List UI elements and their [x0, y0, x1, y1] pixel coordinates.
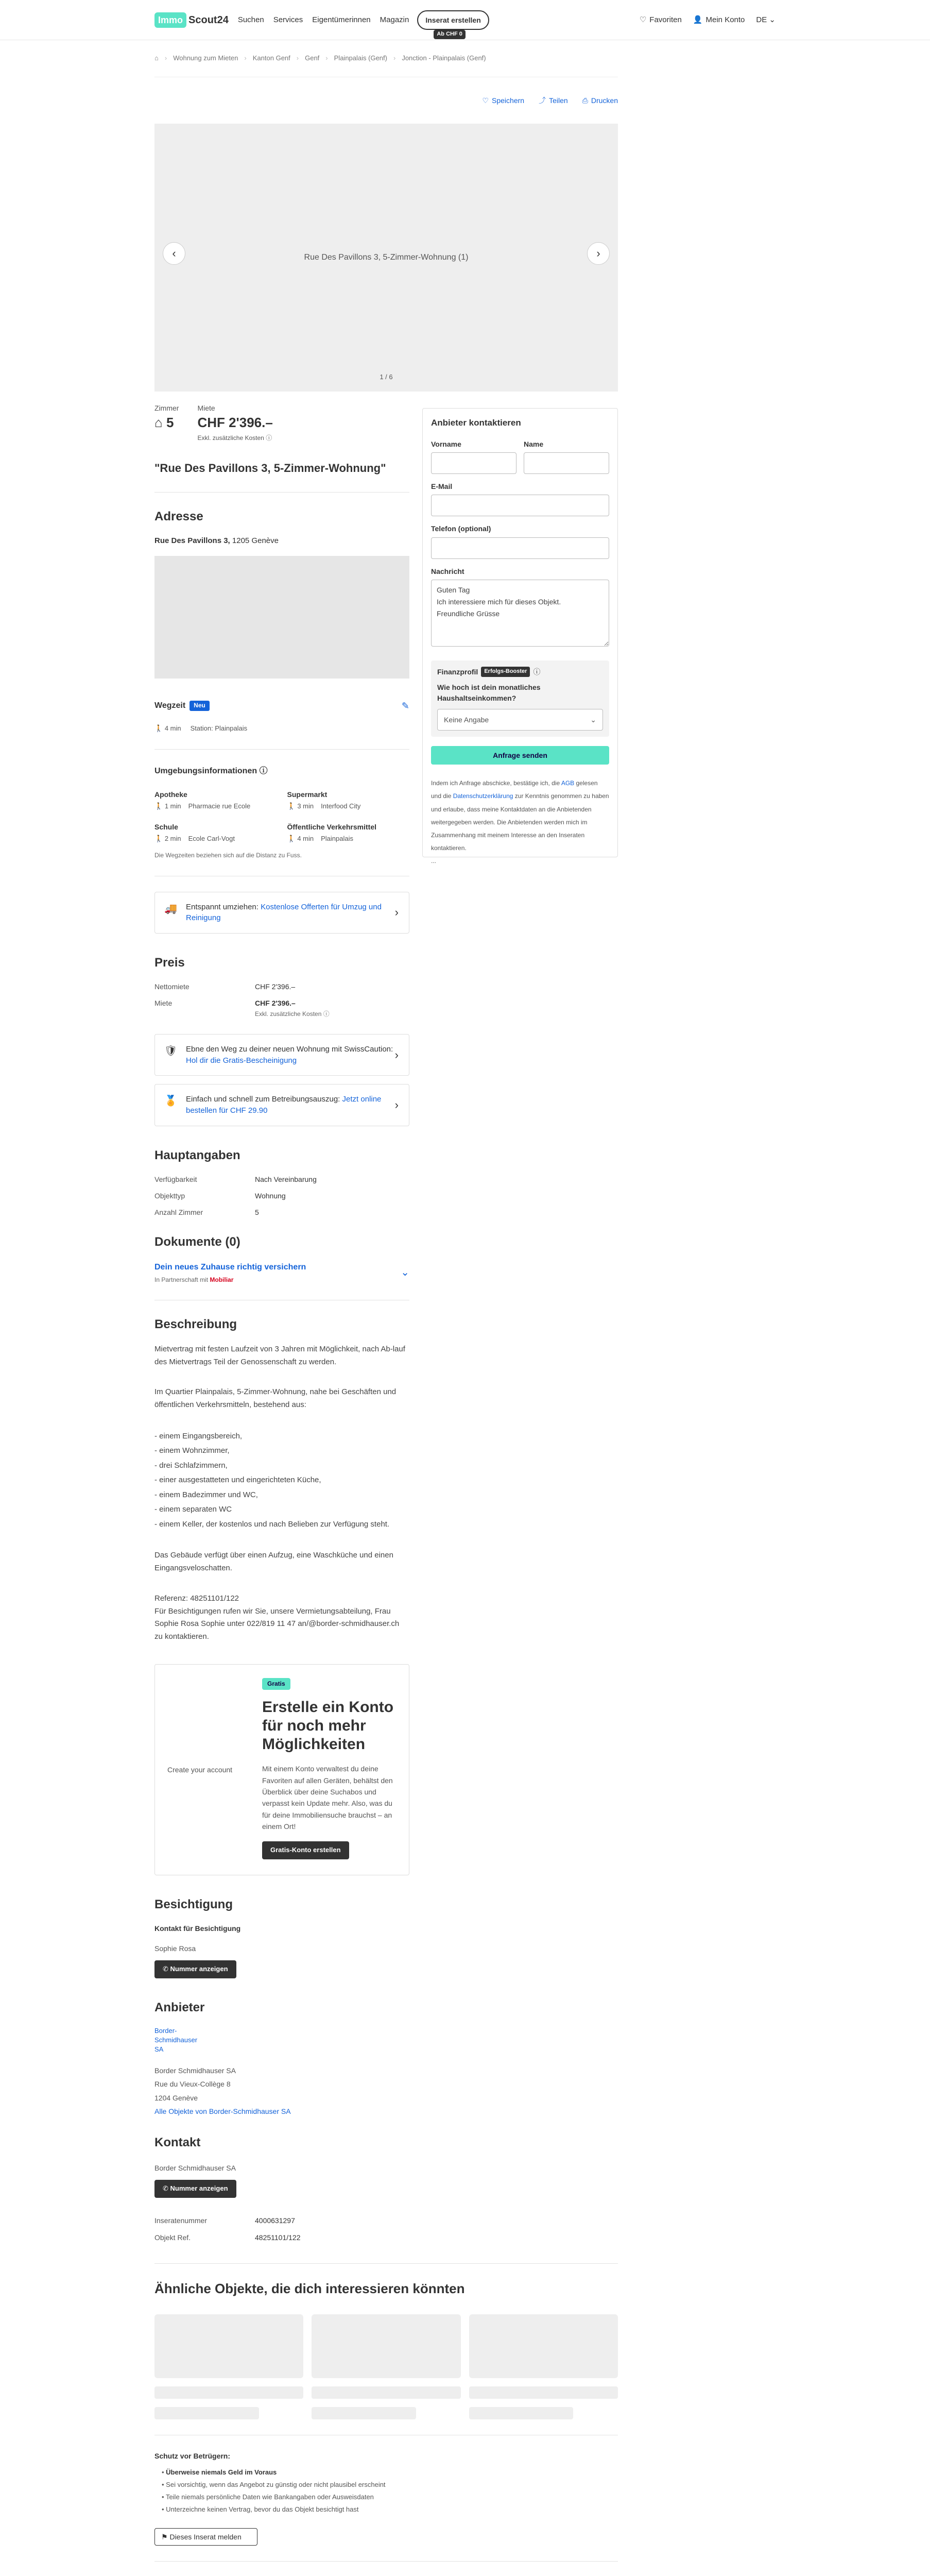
create-listing-price-badge: Ab CHF 0	[434, 30, 466, 39]
commute-row	[154, 699, 409, 713]
logo[interactable]	[154, 12, 229, 28]
breadcrumb-separator: ›	[325, 54, 328, 62]
surrounding-item	[154, 789, 277, 811]
message-textarea[interactable]	[431, 580, 609, 647]
create-listing-wrap	[417, 10, 489, 37]
breadcrumb-item[interactable]: Jonction - Plainpalais (Genf)	[402, 54, 486, 62]
chevron-down-icon: ⌄	[401, 1267, 409, 1279]
favorites-link[interactable]	[640, 14, 682, 26]
description-list-item: - einem Eingangsbereich,	[154, 1431, 243, 1440]
language-selector[interactable]	[756, 14, 776, 26]
insurance-banner[interactable]	[154, 1261, 409, 1284]
provider-heading: Anbieter	[154, 2001, 205, 2015]
divider	[154, 2561, 618, 2562]
fraud-tips	[154, 2466, 618, 2516]
main-data-key: Anzahl Zimmer	[154, 1208, 203, 1217]
gallery-image-caption: Rue Des Pavillons 3, 5-Zimmer-Wohnung (1)	[304, 253, 469, 262]
debt-extract-banner[interactable]	[154, 1084, 409, 1126]
address-street: Rue Des Pavillons 3,	[154, 536, 230, 546]
swisscaution-link[interactable]: Hol dir die Gratis-Bescheinigung	[186, 1056, 297, 1065]
income-select-value: Keine Angabe	[444, 715, 489, 724]
similar-card-image	[469, 2314, 618, 2378]
breadcrumb-separator: ›	[393, 54, 396, 62]
promo-text: Entspannt umziehen:	[186, 902, 261, 911]
phone-label: Telefon (optional)	[431, 524, 491, 533]
gallery-next-button[interactable]	[587, 242, 610, 265]
income-question: Wie hoch ist dein monatliches Haushaltseinkommen?	[437, 683, 541, 702]
contact-value: 48251101/122	[255, 2233, 301, 2242]
heart-icon: ♡	[639, 15, 647, 25]
surrounding-item	[287, 822, 410, 844]
rooms-label: Zimmer	[154, 404, 179, 412]
chevron-right-icon: ›	[394, 1048, 399, 1061]
contact-value: 4000631297	[255, 2216, 295, 2225]
main-data-value: Wohnung	[255, 1191, 286, 1200]
fraud-tip-text: Unterzeichne keinen Vertrag, bevor du das Objekt besichtigt hast	[166, 2505, 359, 2513]
chevron-left-icon: ‹	[172, 247, 176, 260]
terms-link[interactable]: AGB	[561, 779, 575, 787]
print-button[interactable]	[582, 95, 618, 106]
account-label: Mein Konto	[705, 15, 745, 25]
show-number-button[interactable]	[154, 1960, 236, 1978]
legal-text-part: zur Kenntnis genommen zu haben und erlaube, dass meine Kontaktdaten an die Anbietenden weitergegeben werden. Die Anbietenden werden mich im Zusammenhang mit meinem Interesse an den Inseraten kontaktieren.	[431, 792, 609, 852]
description-list-item: - drei Schlafzimmern,	[154, 1461, 228, 1470]
location-map[interactable]	[154, 556, 409, 679]
fraud-tip: • Teile niemals persönliche Daten wie Bankangaben oder Ausweisdaten	[162, 2493, 374, 2501]
debt-extract-link[interactable]: Jetzt online bestellen für CHF 29.90	[186, 1095, 382, 1115]
main-nav	[238, 14, 409, 26]
rooms-value: 5	[166, 415, 174, 431]
main-data-value: Nach Vereinbarung	[255, 1175, 317, 1183]
documents-heading: Dokumente (0)	[154, 1234, 240, 1249]
create-account-card	[154, 1664, 409, 1875]
price-heading: Preis	[154, 956, 185, 970]
fraud-tip: • Überweise niemals Geld im Voraus	[162, 2468, 277, 2476]
viewing-subheading: Kontakt für Besichtigung	[154, 1924, 241, 1933]
rent-note: Exkl. zusätzliche Kosten	[197, 434, 264, 442]
first-name-label: Vorname	[431, 439, 461, 448]
provider-all-listings-link[interactable]: Alle Objekte von Border-Schmidhauser SA	[154, 2107, 291, 2116]
similar-card-placeholder[interactable]	[469, 2314, 618, 2419]
nav-item-magazine[interactable]: Magazin	[380, 15, 409, 25]
rent-value: CHF 2'396.–	[197, 415, 273, 431]
privacy-link[interactable]: Datenschutzerklärung	[453, 792, 513, 800]
logo-badge: Immo	[154, 12, 186, 28]
save-button[interactable]	[482, 95, 524, 106]
similar-card-line	[469, 2407, 574, 2419]
show-number-button[interactable]	[154, 2180, 236, 2198]
address-city: 1205 Genève	[230, 536, 279, 546]
print-icon: ⎙	[582, 96, 588, 105]
home-icon[interactable]: ⌂	[154, 54, 159, 62]
success-booster-badge: Erfolgs-Booster	[481, 667, 530, 677]
key-facts	[154, 403, 409, 443]
income-select[interactable]	[437, 709, 603, 731]
fraud-tip: • Sei vorsichtig, wenn das Angebot zu günstig oder nicht plausibel erscheint	[162, 2480, 386, 2488]
description-paragraph: Das Gebäude verfügt über einen Aufzug, eine Waschküche und einen Eingangsveloschatten.	[154, 1551, 393, 1572]
create-account-button[interactable]: Gratis-Konto erstellen	[262, 1841, 349, 1859]
logo-text: Scout24	[188, 14, 229, 26]
commute-details	[154, 724, 409, 734]
contact-form	[422, 408, 618, 865]
description-heading: Beschreibung	[154, 1317, 237, 1331]
breadcrumb-item[interactable]: Wohnung zum Mieten	[173, 54, 238, 62]
address-heading: Adresse	[154, 510, 203, 524]
price-key: Nettomiete	[154, 982, 190, 991]
badge-icon: 🏅	[164, 1095, 177, 1107]
surrounding-name: Pharmacie rue Ecole	[188, 802, 251, 810]
surrounding-name: Plainpalais	[321, 835, 353, 843]
print-label: Drucken	[591, 96, 618, 105]
insurance-title: Dein neues Zuhause richtig versichern	[154, 1263, 306, 1272]
last-name-label: Name	[524, 439, 544, 448]
price-value: CHF 2'396.–	[255, 999, 296, 1008]
finance-profile-title: Finanzprofil	[437, 667, 478, 676]
provider-city: 1204 Genève	[154, 2093, 198, 2102]
main-data-value: 5	[255, 1208, 259, 1217]
first-name-input[interactable]	[431, 452, 516, 474]
breadcrumb-separator: ›	[164, 54, 167, 62]
info-icon[interactable]: ⓘ	[266, 434, 272, 442]
divider	[154, 749, 409, 750]
address-text	[154, 535, 409, 547]
rent-label: Miete	[197, 404, 215, 412]
email-label: E-Mail	[431, 482, 453, 490]
commute-station: Station: Plainpalais	[190, 724, 248, 732]
main-data-heading: Hauptangaben	[154, 1148, 240, 1162]
breadcrumb-separator: ›	[296, 54, 299, 62]
commute-label: Wegzeit	[154, 701, 186, 710]
similar-listings	[154, 2314, 618, 2419]
main-content	[154, 403, 618, 2243]
commute-time: 4 min	[164, 724, 181, 732]
surroundings-grid	[154, 789, 409, 844]
create-listing-button[interactable]: Inserat erstellen	[417, 10, 489, 30]
provider-logo[interactable]: Border-Schmidhauser SA	[154, 2027, 198, 2054]
legal-text-part: gelesen und die	[431, 779, 598, 800]
walk-icon: 🚶	[287, 835, 296, 843]
info-icon[interactable]: ⓘ	[323, 1010, 330, 1018]
create-account-title: Erstelle ein Konto für noch mehr Möglichkeiten	[262, 1699, 394, 1753]
account-link[interactable]	[693, 14, 745, 26]
contact-heading: Kontakt	[154, 2136, 201, 2150]
message-label: Nachricht	[431, 567, 464, 575]
description-list-item: - einer ausgestatteten und eingerichteten Küche,	[154, 1476, 321, 1485]
breadcrumb-item[interactable]: Genf	[305, 54, 320, 62]
price-note: Exkl. zusätzliche Kosten	[255, 1010, 322, 1018]
info-icon[interactable]: ⓘ	[259, 766, 268, 775]
chevron-down-icon: ⌄	[590, 715, 596, 724]
contact-key: Objekt Ref.	[154, 2233, 191, 2242]
similar-card-image	[312, 2314, 460, 2378]
create-account-illustration: Create your account	[167, 1765, 233, 1774]
surrounding-time: 4 min	[297, 835, 314, 843]
description-list-item: - einem Keller, der kostenlos und nach Belieben zur Verfügung steht.	[154, 1519, 390, 1529]
similar-card-line	[312, 2386, 460, 2399]
surrounding-item	[287, 789, 410, 811]
contact-name: Border Schmidhauser SA	[154, 2163, 236, 2172]
moving-offer-link[interactable]: Kostenlose Offerten für Umzug und Reinigung	[186, 902, 382, 923]
favorites-label: Favoriten	[649, 15, 682, 25]
chevron-right-icon: ›	[394, 906, 399, 919]
promo-text: Einfach und schnell zum Betreibungsauszug:	[186, 1095, 342, 1104]
heart-icon: ♡	[482, 96, 489, 105]
new-badge: Neu	[190, 701, 210, 710]
similar-card-line	[469, 2386, 618, 2399]
flag-icon: ⚑	[161, 2533, 168, 2541]
walk-icon: 🚶	[154, 802, 163, 810]
surrounding-time: 3 min	[297, 802, 314, 810]
gallery-counter: 1 / 6	[380, 373, 393, 381]
fraud-tip-text: Teile niemals persönliche Daten wie Bankangaben oder Ausweisdaten	[165, 2493, 374, 2501]
surrounding-time: 2 min	[164, 835, 181, 843]
description-reference: Referenz: 48251101/122	[154, 1594, 239, 1603]
description-list-item: - einem Badezimmer und WC,	[154, 1490, 258, 1499]
fraud-tip: • Unterzeichne keinen Vertrag, bevor du das Objekt besichtigt hast	[162, 2505, 359, 2513]
description-list	[154, 1429, 409, 1532]
save-label: Speichern	[492, 96, 525, 105]
finance-profile	[431, 660, 609, 737]
legal-text-part: Indem ich Anfrage abschicke, bestätige ich, die	[431, 779, 561, 787]
similar-card-line	[312, 2407, 416, 2419]
description-paragraph: Im Quartier Plainpalais, 5-Zimmer-Wohnung, nahe bei Geschäften und öffentlichen Verkehrsmitteln, bestehend aus:	[154, 1387, 397, 1409]
image-gallery[interactable]	[154, 124, 618, 392]
user-icon: 👤	[693, 15, 703, 25]
nav-item-services[interactable]: Services	[273, 15, 303, 25]
report-listing-label: Dieses Inserat melden	[169, 2533, 242, 2541]
phone-icon: ✆	[163, 2184, 168, 2193]
viewing-contact-name: Sophie Rosa	[154, 1944, 196, 1953]
description-list-item: - einem separaten WC	[154, 1505, 232, 1514]
show-number-label: Nummer anzeigen	[170, 2184, 228, 2193]
home-icon: ⌂	[154, 415, 163, 431]
fraud-heading: Schutz vor Betrügern:	[154, 2451, 231, 2460]
promo-text: Ebne den Weg zu deiner neuen Wohnung mit SwissCaution:	[186, 1044, 393, 1054]
surrounding-item	[154, 822, 277, 844]
similar-card-placeholder[interactable]	[154, 2314, 303, 2419]
main-data-key: Verfügbarkeit	[154, 1175, 197, 1183]
divider	[154, 492, 409, 493]
walk-icon: 🚶	[287, 802, 296, 810]
swisscaution-banner[interactable]	[154, 1034, 409, 1076]
breadcrumb-separator: ›	[244, 54, 247, 62]
surrounding-name: Interfood City	[321, 802, 361, 810]
listing-actions	[154, 77, 618, 124]
main-data-key: Objekttyp	[154, 1191, 185, 1200]
description-paragraph: Mietvertrag mit festen Laufzeit von 3 Jahren mit Möglichkeit, nach Ab-lauf des Mietvertrags Teil der Genossenschaft zu werden.	[154, 1344, 405, 1366]
listing-title: "Rue Des Pavillons 3, 5-Zimmer-Wohnung"	[154, 462, 386, 475]
description-body	[154, 1343, 409, 1643]
nav-item-owners[interactable]: Eigentümerinnen	[312, 15, 371, 25]
share-icon: ⤴	[539, 96, 546, 105]
provider-street: Rue du Vieux-Collège 8	[154, 2080, 231, 2089]
phone-input[interactable]	[431, 537, 609, 559]
gallery-prev-button[interactable]	[163, 242, 185, 265]
contact-legal-text	[431, 777, 609, 868]
breadcrumb-item[interactable]: Kanton Genf	[252, 54, 290, 62]
surrounding-category: Schule	[154, 823, 178, 832]
chevron-right-icon: ›	[596, 247, 600, 260]
divider	[154, 2263, 618, 2264]
similar-heading: Ähnliche Objekte, die dich interessieren könnten	[154, 2280, 465, 2296]
breadcrumb	[154, 40, 618, 77]
header-right	[640, 0, 776, 40]
certificate-icon: 🛡	[164, 1045, 178, 1057]
surrounding-category: Supermarkt	[287, 790, 328, 799]
similar-card-image	[154, 2314, 303, 2378]
breadcrumb-item[interactable]: Plainpalais (Genf)	[334, 54, 387, 62]
surrounding-time: 1 min	[164, 802, 181, 810]
similar-card-line	[154, 2386, 303, 2399]
legal-more: ...	[431, 857, 437, 865]
surrounding-name: Ecole Carl-Vogt	[188, 835, 235, 843]
surroundings-heading-text: Umgebungsinformationen	[154, 766, 257, 775]
free-badge: Gratis	[262, 1678, 290, 1690]
share-label: Teilen	[549, 96, 568, 105]
report-listing-button[interactable]	[154, 2528, 257, 2546]
viewing-heading: Besichtigung	[154, 1897, 233, 1911]
edit-icon[interactable]: ✎	[401, 700, 409, 711]
description-list-item: - einem Wohnzimmer,	[154, 1446, 230, 1455]
provider-name: Border Schmidhauser SA	[154, 2066, 236, 2075]
email-input[interactable]	[431, 495, 609, 516]
moving-offer-banner[interactable]	[154, 892, 409, 934]
surroundings-heading	[154, 765, 409, 777]
walk-icon: 🚶	[154, 724, 163, 732]
listing-details	[154, 403, 409, 2243]
create-account-text: Mit einem Konto verwaltest du deine Favoriten auf allen Geräten, behältst den Überblick über deine Suchabos und verpasst kein Update mehr. Also, was du für deine Immobiliensuche brauchst – an einem Ort!	[262, 1765, 393, 1831]
similar-card-line	[154, 2407, 259, 2419]
mobiliar-logo: Mobiliar	[210, 1276, 234, 1283]
truck-icon: 🚚	[164, 903, 177, 914]
insurance-partner: In Partnerschaft mit	[154, 1276, 209, 1283]
contact-form-title: Anbieter kontaktieren	[431, 418, 521, 428]
site-header	[0, 0, 930, 40]
language-label: DE	[756, 15, 767, 25]
chevron-down-icon: ⌄	[769, 15, 776, 25]
info-icon[interactable]: ⓘ	[533, 667, 541, 676]
fraud-tip-text: Sei vorsichtig, wenn das Angebot zu günstig oder nicht plausibel erscheint	[166, 2480, 386, 2488]
nav-item-search[interactable]: Suchen	[237, 15, 264, 25]
price-value: CHF 2'396.–	[255, 982, 296, 991]
last-name-input[interactable]	[524, 452, 609, 474]
surrounding-category: Öffentliche Verkehrsmittel	[287, 823, 377, 832]
surroundings-note: Die Wegzeiten beziehen sich auf die Distanz zu Fuss.	[154, 852, 302, 859]
contact-key: Inseratenummer	[154, 2216, 207, 2225]
fraud-tip-bold: Überweise niemals Geld im Voraus	[166, 2468, 277, 2476]
send-request-button[interactable]: Anfrage senden	[431, 746, 609, 765]
walk-icon: 🚶	[154, 835, 163, 843]
description-paragraph: Für Besichtigungen rufen wir Sie, unsere Vermietungsabteilung, Frau Sophie Rosa Sophie unter 022/819 11 47 an/@border-schmidhauser.ch zu kontaktieren.	[154, 1606, 400, 1641]
share-button[interactable]	[539, 95, 568, 106]
chevron-right-icon: ›	[394, 1098, 399, 1112]
phone-icon: ✆	[163, 1965, 168, 1973]
price-key: Miete	[154, 999, 173, 1008]
show-number-label: Nummer anzeigen	[170, 1965, 228, 1973]
surrounding-category: Apotheke	[154, 790, 187, 799]
similar-card-placeholder[interactable]	[312, 2314, 460, 2419]
